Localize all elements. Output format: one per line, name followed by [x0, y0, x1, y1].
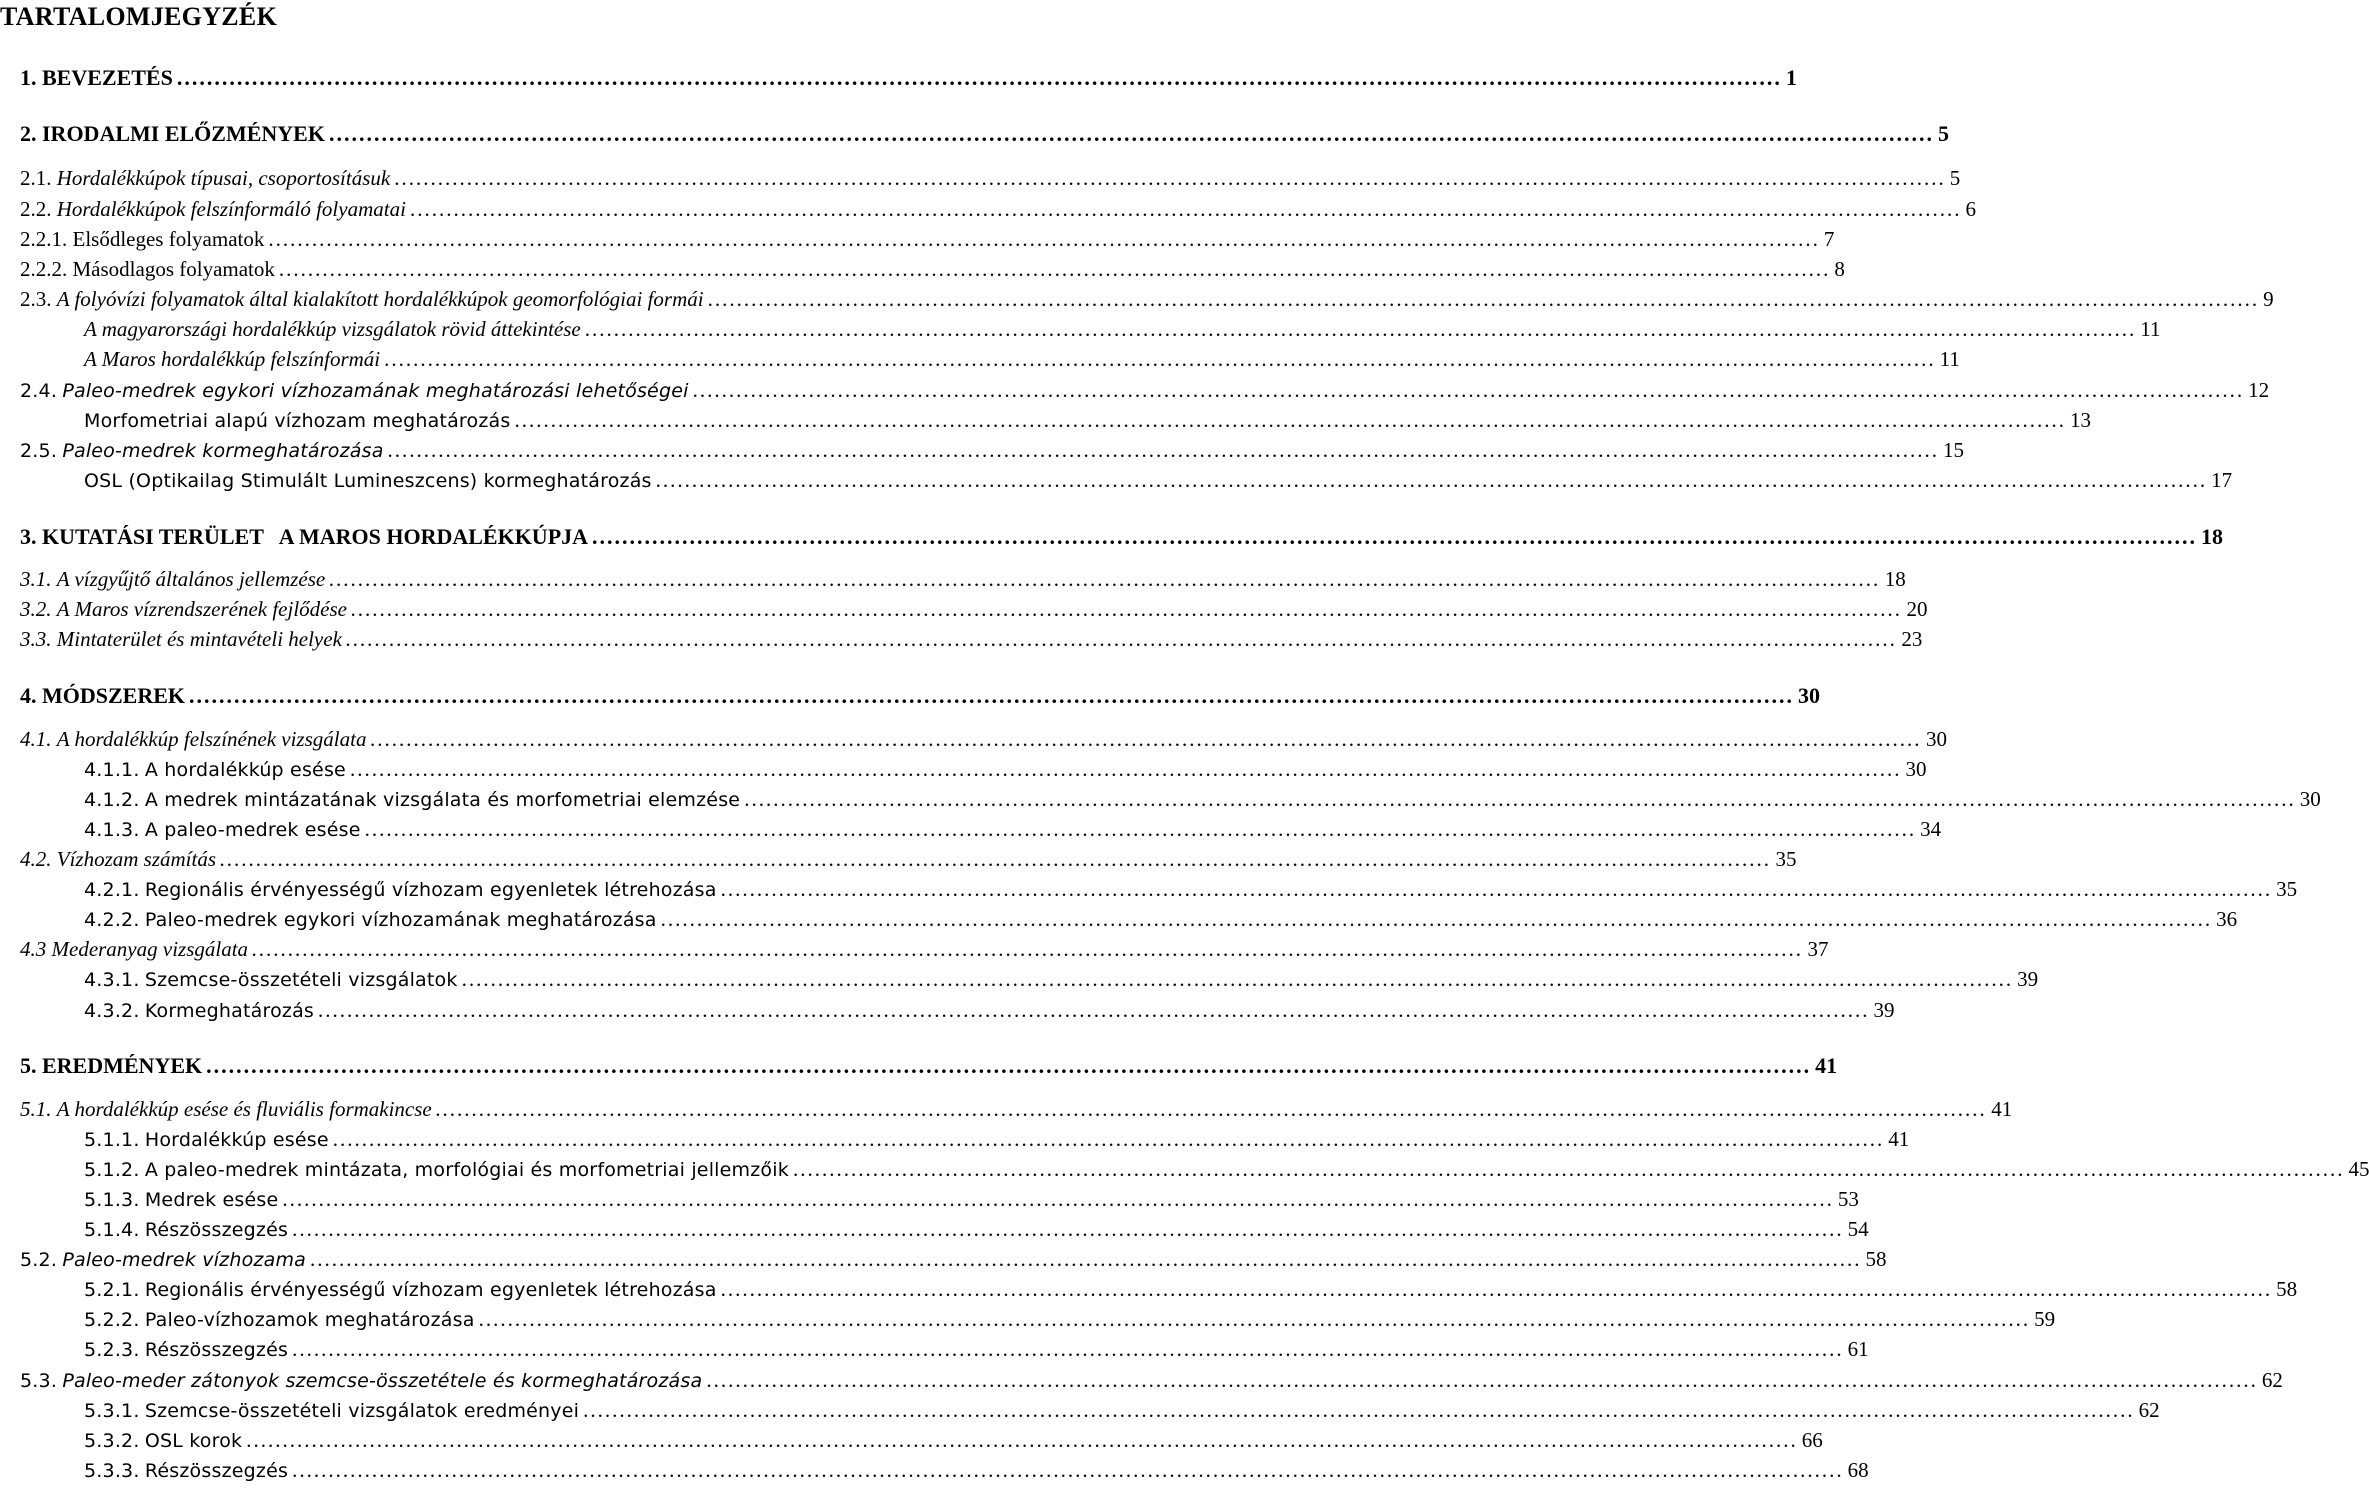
toc-entry-number: 2.3. — [20, 287, 52, 311]
toc-entry-page: 62 — [2138, 1398, 2160, 1422]
toc-entry-title: Regionális érvényességű vízhozam egyenletek létrehozása — [144, 1279, 717, 1301]
toc-entry-page: 18 — [2201, 524, 2224, 549]
toc-entry-number: 5.2.1. — [84, 1279, 140, 1301]
toc-entry[interactable] — [84, 1215, 1869, 1243]
toc-entry-title: A magyarországi hordalékkúp vizsgálatok rövid áttekintése — [84, 317, 581, 341]
toc-entry-page: 6 — [1965, 197, 1976, 221]
toc-entry-number: 3.2. — [20, 597, 52, 621]
toc-entry[interactable] — [20, 682, 1821, 710]
toc-entry-number: 4.2.1. — [84, 879, 140, 901]
toc-entry[interactable] — [84, 785, 2321, 813]
toc-entry-title: A vízgyűjtő általános jellemzése — [56, 567, 326, 591]
toc-entry-title: Szemcse-összetételi vizsgálatok eredményei — [144, 1400, 580, 1422]
toc-entry-title: MÓDSZEREK — [42, 683, 186, 708]
toc-entry-page: 30 — [1798, 683, 1821, 708]
toc-entry-title: BEVEZETÉS — [42, 65, 173, 90]
toc-entry-title: A hordalékkúp esése és fluviális formakincse — [56, 1097, 432, 1121]
toc-entry-title: Másodlagos folyamatok — [72, 257, 275, 281]
toc-entry[interactable] — [20, 255, 1845, 283]
toc-entry-number: 4.1. — [20, 727, 52, 751]
toc-entry-title: Részösszegzés — [144, 1339, 289, 1361]
toc-entry-number: 4. — [20, 683, 37, 708]
toc-entry-page: 30 — [2299, 787, 2321, 811]
toc-entry[interactable] — [20, 845, 1797, 873]
toc-entry-number: 3.1. — [20, 567, 52, 591]
toc-entry-number: 4.2. — [20, 847, 52, 871]
toc-entry-title: EREDMÉNYEK — [42, 1053, 203, 1078]
toc-entry[interactable] — [20, 436, 1965, 464]
toc-entry-page: 18 — [1884, 567, 1906, 591]
toc-entry-page: 61 — [1847, 1337, 1869, 1361]
toc-entry[interactable] — [84, 1305, 2056, 1333]
toc-entry-number: 3.3. — [20, 627, 52, 651]
toc-entry-title: A hordalékkúp felszínének vizsgálata — [56, 727, 367, 751]
toc-entry-number: 5.2.2. — [84, 1309, 140, 1331]
toc-entry[interactable] — [84, 1426, 1823, 1454]
toc-entry-page: 59 — [2034, 1307, 2056, 1331]
toc-entry[interactable] — [20, 523, 2224, 551]
toc-entry-title: Paleo-vízhozamok meghatározása — [144, 1309, 475, 1331]
toc-entry[interactable] — [20, 376, 2270, 404]
toc-entry-title: Morfometriai alapú vízhozam meghatározás — [84, 410, 511, 432]
toc-entry-page: 53 — [1837, 1187, 1859, 1211]
toc-entry-title: Paleo-medrek egykori vízhozamának meghatározási lehetőségei — [62, 380, 689, 402]
toc-entry-title: OSL korok — [144, 1430, 243, 1452]
toc-entry-page: 9 — [2263, 287, 2274, 311]
toc-entry[interactable] — [84, 996, 1895, 1024]
toc-entry-number: 2.2.1. — [20, 227, 68, 251]
toc-entry-number: 1. — [20, 65, 37, 90]
toc-entry-number: 5.2. — [20, 1249, 58, 1271]
toc-entry-page: 58 — [2276, 1277, 2298, 1301]
toc-entry-title: Paleo-meder zátonyok szemcse-összetétele és kormeghatározása — [62, 1370, 703, 1392]
toc-entry-number: 5.1.1. — [84, 1129, 140, 1151]
toc-entry-number: 4.3.1. — [84, 969, 140, 991]
toc-entry-title: A paleo-medrek mintázata, morfológiai és morfometriai jellemzőik — [144, 1159, 789, 1181]
toc-entry-number: 2.2.2. — [20, 257, 68, 281]
toc-entry[interactable] — [84, 1185, 1859, 1213]
toc-entry[interactable] — [84, 466, 2233, 494]
toc-entry-title: Paleo-medrek egykori vízhozamának meghatározása — [144, 909, 657, 931]
toc-entry-number: 5.2.3. — [84, 1339, 140, 1361]
toc-entry-number: 4.2.2. — [84, 909, 140, 931]
toc-entry-number: 5.3.2. — [84, 1430, 140, 1452]
toc-entry[interactable] — [20, 120, 1949, 148]
toc-entry-number: 2.1. — [20, 166, 52, 190]
toc-entry[interactable] — [84, 1456, 1869, 1484]
toc-entry-page: 35 — [1775, 847, 1797, 871]
toc-entry-page: 62 — [2261, 1368, 2283, 1392]
toc-entry[interactable] — [84, 1275, 2298, 1303]
toc-entry-title: Hordalékkúp esése — [144, 1129, 329, 1151]
toc-entry-title: KUTATÁSI TERÜLET A MAROS HORDALÉKKÚPJA — [42, 524, 589, 549]
toc-entry-page: 20 — [1906, 597, 1928, 621]
toc-entry-page: 8 — [1834, 257, 1845, 281]
toc-entry[interactable] — [84, 905, 2238, 933]
toc-entry[interactable] — [84, 345, 1960, 373]
toc-entry-title: A hordalékkúp esése — [144, 759, 346, 781]
toc-entry[interactable] — [84, 875, 2298, 903]
toc-entry[interactable] — [20, 195, 1976, 223]
toc-entry-number: 5.3.3. — [84, 1460, 140, 1482]
toc-entry-number: 5. — [20, 1053, 37, 1078]
toc-entry-page: 5 — [1937, 121, 1949, 146]
toc-entry-page: 66 — [1801, 1428, 1823, 1452]
toc-entry-page: 23 — [1901, 627, 1923, 651]
toc-entry-number: 2.5. — [20, 440, 58, 462]
toc-entry-page: 58 — [1865, 1247, 1887, 1271]
toc-entry[interactable] — [20, 725, 1947, 753]
toc-entry-title: Medrek esése — [144, 1189, 279, 1211]
toc-entry-number: 2.2. — [20, 197, 52, 221]
toc-entry[interactable] — [20, 285, 2274, 313]
toc-entry[interactable] — [20, 565, 1906, 593]
toc-entry-number: 2. — [20, 121, 37, 146]
toc-entry-number: 5.1.4. — [84, 1219, 140, 1241]
toc-entry[interactable] — [20, 1095, 2013, 1123]
toc-entry-page: 36 — [2216, 907, 2238, 931]
toc-entry-number: 4.1.2. — [84, 789, 140, 811]
toc-entry[interactable] — [84, 406, 2091, 434]
toc-entry[interactable] — [20, 935, 1829, 963]
toc-entry[interactable] — [20, 1245, 1887, 1273]
toc-entry-title: Regionális érvényességű vízhozam egyenletek létrehozása — [144, 879, 717, 901]
toc-entry-title: Kormeghatározás — [144, 1000, 315, 1022]
toc-entry-page: 30 — [1925, 727, 1947, 751]
toc-entry-title: Részösszegzés — [144, 1460, 289, 1482]
toc-entry-number: 2.4. — [20, 380, 58, 402]
toc-entry-title: A paleo-medrek esése — [144, 819, 361, 841]
toc-entry[interactable] — [84, 315, 2161, 343]
toc-entry-title: Paleo-medrek vízhozama — [62, 1249, 306, 1271]
toc-entry-number: 4.3.2. — [84, 1000, 140, 1022]
toc-entry[interactable] — [20, 1052, 1838, 1080]
toc-entry-page: 68 — [1847, 1458, 1869, 1482]
toc-entry-number: 5.1.3. — [84, 1189, 140, 1211]
toc-entry-page: 13 — [2069, 408, 2091, 432]
toc-entry-number: 4.3 — [20, 937, 47, 961]
toc-entry-title: IRODALMI ELŐZMÉNYEK — [42, 121, 325, 146]
toc-entry-page: 39 — [1873, 998, 1895, 1022]
toc-entry-title: Mintaterület és mintavételi helyek — [56, 627, 342, 651]
toc-entry-title: Hordalékkúpok típusai, csoportosításuk — [56, 166, 391, 190]
toc-entry[interactable] — [84, 1155, 2369, 1183]
toc-entry-title: Elsődleges folyamatok — [72, 227, 265, 251]
toc-entry-title: A medrek mintázatának vizsgálata és morfometriai elemzése — [144, 789, 741, 811]
toc-entry-page: 41 — [1991, 1097, 2013, 1121]
toc-entry[interactable] — [20, 595, 1928, 623]
toc-title: TARTALOMJEGYZÉK — [0, 2, 278, 31]
toc-entry-number: 5.1. — [20, 1097, 52, 1121]
toc-entry-title: Mederanyag vizsgálata — [51, 937, 249, 961]
toc-entry-number: 5.1.2. — [84, 1159, 140, 1181]
toc-entry[interactable] — [20, 225, 1835, 253]
toc-entry[interactable] — [84, 815, 1942, 843]
toc-entry-title: Szemcse-összetételi vizsgálatok — [144, 969, 458, 991]
toc-entry-title: Részösszegzés — [144, 1219, 289, 1241]
toc-entry-page: 12 — [2248, 378, 2270, 402]
toc-entry[interactable] — [20, 625, 1923, 653]
toc-entry-page: 7 — [1823, 227, 1835, 251]
toc-entry-page: 11 — [1939, 347, 1960, 371]
toc-entry-page: 35 — [2276, 877, 2298, 901]
toc-entry-number: 5.3.1. — [84, 1400, 140, 1422]
toc-entry[interactable] — [84, 755, 1927, 783]
toc-entry-title: Vízhozam számítás — [56, 847, 217, 871]
toc-entry-title: OSL (Optikailag Stimulált Lumineszcens) kormeghatározás — [84, 470, 652, 492]
toc-entry-page: 17 — [2211, 468, 2233, 492]
toc-entry[interactable] — [20, 164, 1961, 192]
toc-entry-number: 3. — [20, 524, 37, 549]
toc-entry-page: 37 — [1807, 937, 1829, 961]
toc-entry[interactable] — [84, 965, 2039, 993]
toc-entry-title: A Maros vízrendszerének fejlődése — [56, 597, 347, 621]
toc-entry-title: A Maros hordalékkúp felszínformái — [84, 347, 381, 371]
toc-entry-page: 30 — [1905, 757, 1927, 781]
toc-entry-page: 11 — [2140, 317, 2161, 341]
toc-entry-title: Paleo-medrek kormeghatározása — [62, 440, 384, 462]
toc-entry-number: 4.1.3. — [84, 819, 140, 841]
toc-entry-page: 5 — [1949, 166, 1961, 190]
toc-entry-number: 4.1.1. — [84, 759, 140, 781]
toc-entry[interactable] — [84, 1396, 2160, 1424]
toc-entry[interactable] — [84, 1125, 1910, 1153]
toc-entry-page: 41 — [1888, 1127, 1910, 1151]
toc-entry-title: A folyóvízi folyamatok által kialakított hordalékkúpok geomorfológiai formái — [56, 287, 704, 311]
toc-entry-page: 45 — [2348, 1157, 2369, 1181]
toc-entry-page: 39 — [2017, 967, 2039, 991]
toc-entry-page: 41 — [1815, 1053, 1838, 1078]
toc-entry[interactable] — [84, 1335, 1869, 1363]
toc-entry-page: 34 — [1920, 817, 1942, 841]
toc-entry[interactable] — [20, 1366, 2283, 1394]
toc-entry-page: 1 — [1785, 65, 1797, 90]
toc-entry-number: 5.3. — [20, 1370, 58, 1392]
toc-entry-page: 15 — [1943, 438, 1965, 462]
toc-entry[interactable] — [20, 64, 1797, 92]
toc-entry-page: 54 — [1847, 1217, 1869, 1241]
toc-entry-title: Hordalékkúpok felszínformáló folyamatai — [56, 197, 406, 221]
